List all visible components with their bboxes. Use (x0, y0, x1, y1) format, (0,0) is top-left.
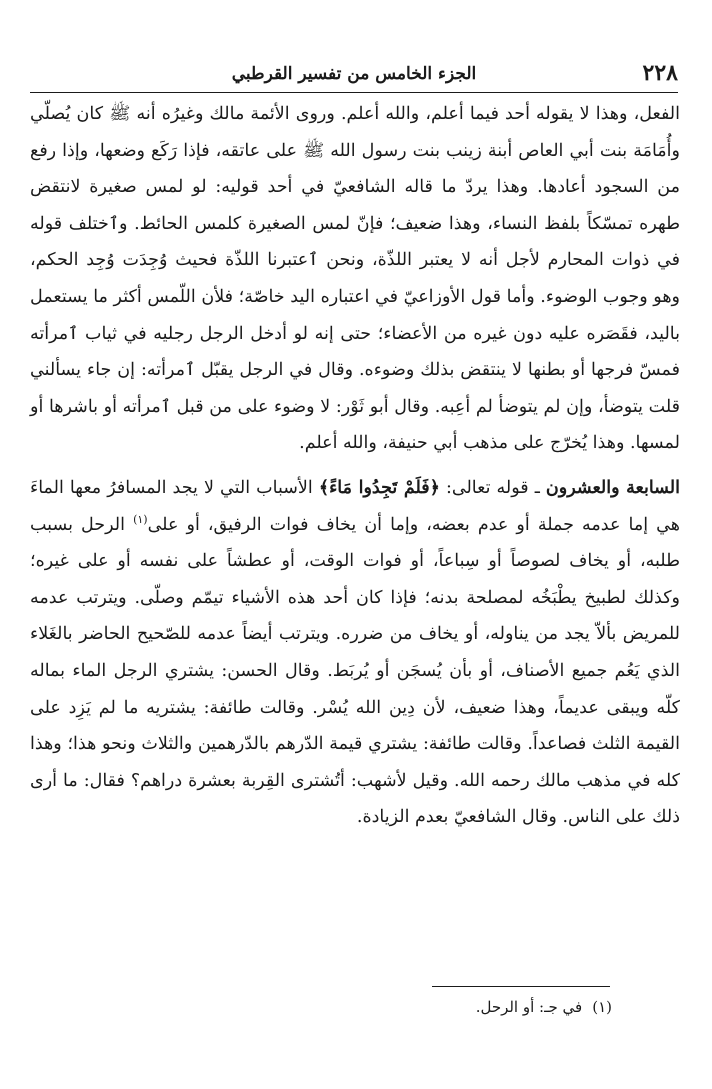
verse-intro: قوله تعالى: (439, 477, 529, 498)
section-paragraph (30, 470, 680, 836)
paragraph: الفعل، وهذا لا يقوله أحد فيما أعلم، والله أعلم. وروى الأئمة مالك وغيرُه أنه ﷺ كان يُصلّي وأُمَامَة بنت أبي العاص أبنة زينب بنت رسول الله ﷺ على عاتقه، فإذا رَكَع وضعها، وإذا رفع من السجود أعادها. وهذا يردّ ما قاله الشافعيّ في أحد قوليه: لو لمس صغيرة لانتقض طهره تمسّكاً بلفظ النساء، وهذا ضعيف؛ فإنّ لمس الصغيرة كلمس الحائط. وٱختلف قوله في ذوات المحارم لأجل أنه لا يعتبر اللذّة، ونحن ٱعتبرنا اللذّة فحيث وُجِدَت وُجِد الحكم، وهو وجوب الوضوء. وأما قول الأوزاعيّ في اعتباره اليد خاصّة؛ فلأن اللّمس أكثر ما يستعمل باليد، فقَصَره عليه دون غيره من الأعضاء؛ حتى إنه لو أدخل الرجل رجليه في ثياب ٱمرأته فمسّ فرجها أو بطنها لا ينتقض بذلك وضوءه. وقال في الرجل يقبّل ٱمرأته: إن جاء يسألني قلت يتوضأ، وإن لم يتوضأ لم أعِبه. وقال أبو ثَوْر: لا وضوء على من قبل ٱمرأته أو باشرها أو لمسها. وهذا يُخرّج على مذهب أبي حنيفة، والله أعلم. (30, 104, 680, 454)
footnote-rule (432, 986, 610, 987)
page-number: ٢٢٨ (642, 60, 678, 86)
section-text-part-1: الأسباب التي لا يجد المسافرُ معها الماءَ هي إما عدمه جملة أو عدم بعضه، وإما أن يخاف فوات الرفيق، أو على (30, 477, 680, 535)
footnote (300, 994, 612, 1020)
footnote-reference[interactable]: (١) (133, 512, 148, 526)
section-text-part-2: الرحل بسبب طلبه، أو يخاف لصوصاً أو سِباعاً، أو فوات الوقت، أو عطشاً على نفسه أو على غيره؛ وكذلك لطبيخ يطْبَخُه لمصلحة بدنه؛ فإذا كان أحد هذه الأشياء تيمّم وصلّى. ويترتب عدمه للمريض بألاّ يجد من يناوله، أو يخاف من ضرره. ويترتب أيضاً عدمه للصّحيح الحاضر بالغَلاء الذي يَعُم جميع الأصناف، أو بأن يُسجَن أو يُربَط. وقال الحسن: يشتري الرجل الماء بماله كلّه ويبقى عديماً، وهذا ضعيف، لأن دِين الله يُسْر. وقالت طائفة: يشتريه ما لم يَزِد على القيمة الثلث فصاعداً. وقالت طائفة: يشتري قيمة الدّرهم بالدّرهمين والثلاث ونحو هذا؛ وهذا كله في مذهب مالك رحمه الله. وقيل لأشهب: أتُشترى القِربة بعشرة دراهم؟ فقال: ما أرى ذلك على الناس. وقال الشافعيّ بعدم الزيادة. (30, 514, 680, 828)
section-dash: ـ (528, 477, 546, 498)
section-lead: السابعة والعشرون (545, 477, 680, 498)
quran-verse: ﴿فَلَمْ تَجِدُوا مَاءً﴾ (318, 477, 440, 498)
footnote-text: في جـ: أو الرحل. (475, 998, 583, 1016)
page-header (30, 58, 678, 92)
body-text (30, 96, 680, 836)
running-title: الجزء الخامس من تفسير القرطبي (231, 64, 477, 84)
footnote-number: (١) (592, 998, 612, 1016)
header-rule (30, 92, 678, 93)
